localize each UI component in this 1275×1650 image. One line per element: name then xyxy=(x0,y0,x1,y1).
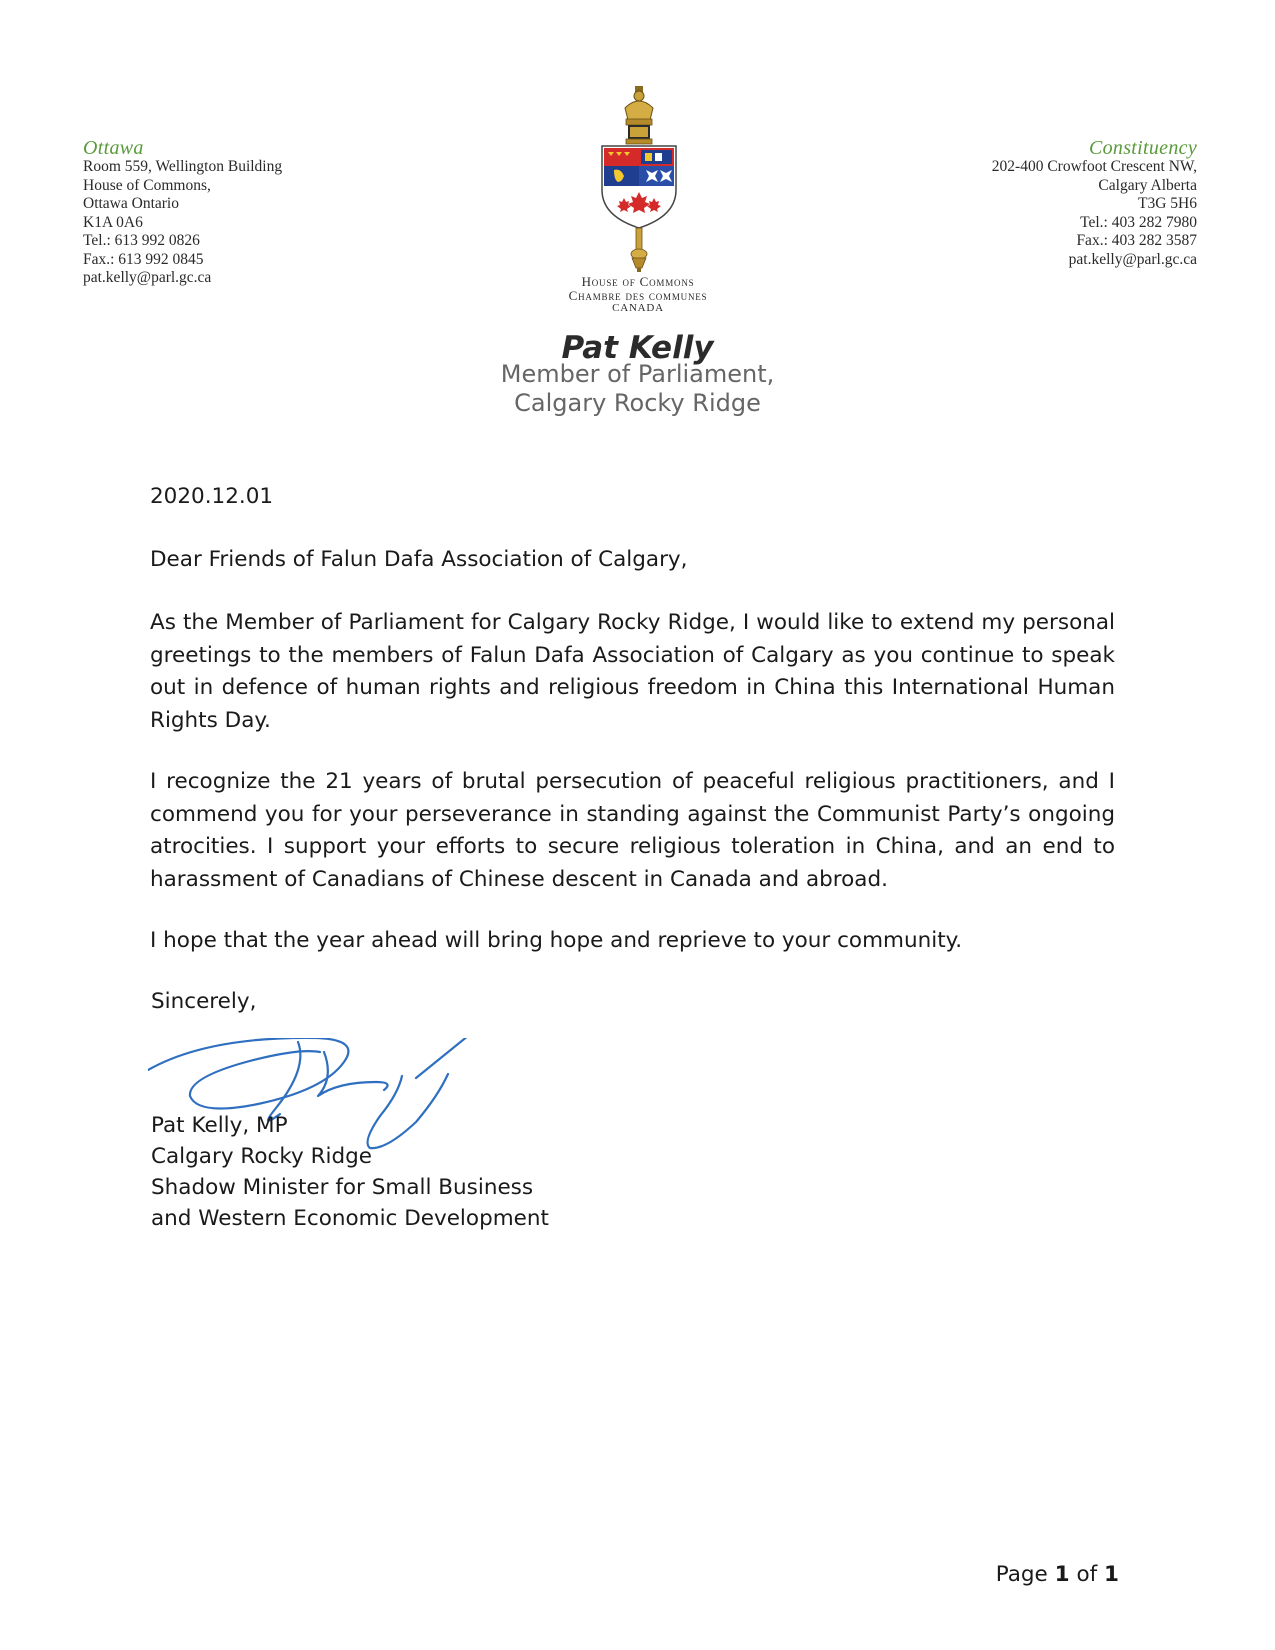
constituency-email: pat.kelly@parl.gc.ca xyxy=(1068,250,1197,268)
crest-text-french: Chambre des communes xyxy=(568,287,708,303)
constituency-address-line: Calgary Alberta xyxy=(1098,176,1197,194)
house-of-commons-wordmark xyxy=(538,275,738,316)
page-number xyxy=(996,1562,1119,1587)
letter-paragraph: I recognize the 21 years of brutal persecution of peaceful religious practitioners, and I commend you for your perseverance in standing against the Communist Party’s ongoing atrocities. I support your efforts to secure religious toleration in China, and an end to harassment of Canadians of Chinese descent in Canada and abroad. xyxy=(150,769,1115,892)
ottawa-address-block xyxy=(83,137,282,288)
page-total: 1 xyxy=(1104,1562,1119,1587)
ottawa-address-line: Ottawa Ontario xyxy=(83,195,179,212)
constituency-address-line: 202-400 Crowfoot Crescent NW, xyxy=(991,158,1197,175)
crest-text-english: House of Commons xyxy=(581,274,695,289)
letter-paragraph: I hope that the year ahead will bring hope and reprieve to your community. xyxy=(150,928,963,953)
mp-name-heading: Pat Kelly xyxy=(561,330,714,366)
crest-text-country: CANADA xyxy=(612,302,664,314)
ottawa-fax: Fax.: 613 992 0845 xyxy=(83,250,204,268)
ottawa-email: pat.kelly@parl.gc.ca xyxy=(83,269,212,286)
signatory-riding: Calgary Rocky Ridge xyxy=(151,1144,373,1169)
page-of: of xyxy=(1076,1562,1098,1587)
letter-salutation: Dear Friends of Falun Dafa Association of Calgary, xyxy=(150,547,688,572)
ottawa-address-line: Room 559, Wellington Building xyxy=(83,158,283,175)
constituency-heading: Constituency xyxy=(1088,137,1197,159)
ottawa-address-line: K1A 0A6 xyxy=(83,213,143,231)
letter-paragraph: As the Member of Parliament for Calgary Rocky Ridge, I would like to extend my personal greetings to the members of Falun Dafa Association of Calgary as you continue to speak out in defence of human rights and religious freedom in China this International Human Rights Day. xyxy=(150,610,1115,733)
signatory-role-line-1: Shadow Minister for Small Business xyxy=(151,1175,534,1200)
constituency-address-line: T3G 5H6 xyxy=(1138,195,1197,212)
ottawa-phone: Tel.: 613 992 0826 xyxy=(83,232,200,249)
page-prefix: Page xyxy=(995,1562,1048,1587)
signatory-role-line-2: and Western Economic Development xyxy=(151,1206,549,1231)
constituency-address-block xyxy=(992,137,1197,269)
mp-title-line-1: Member of Parliament, xyxy=(500,360,775,388)
ottawa-heading: Ottawa xyxy=(83,137,144,159)
signatory-name: Pat Kelly, MP xyxy=(151,1113,288,1138)
ottawa-address-line: House of Commons, xyxy=(83,176,211,194)
letter-closing: Sincerely, xyxy=(151,989,257,1014)
constituency-phone: Tel.: 403 282 7980 xyxy=(1080,213,1197,231)
letter-date: 2020.12.01 xyxy=(150,484,274,509)
house-of-commons-crest-icon xyxy=(598,86,680,272)
mp-title-line-2: Calgary Rocky Ridge xyxy=(514,389,761,417)
constituency-fax: Fax.: 403 282 3587 xyxy=(1076,232,1197,249)
page-current: 1 xyxy=(1054,1562,1070,1587)
